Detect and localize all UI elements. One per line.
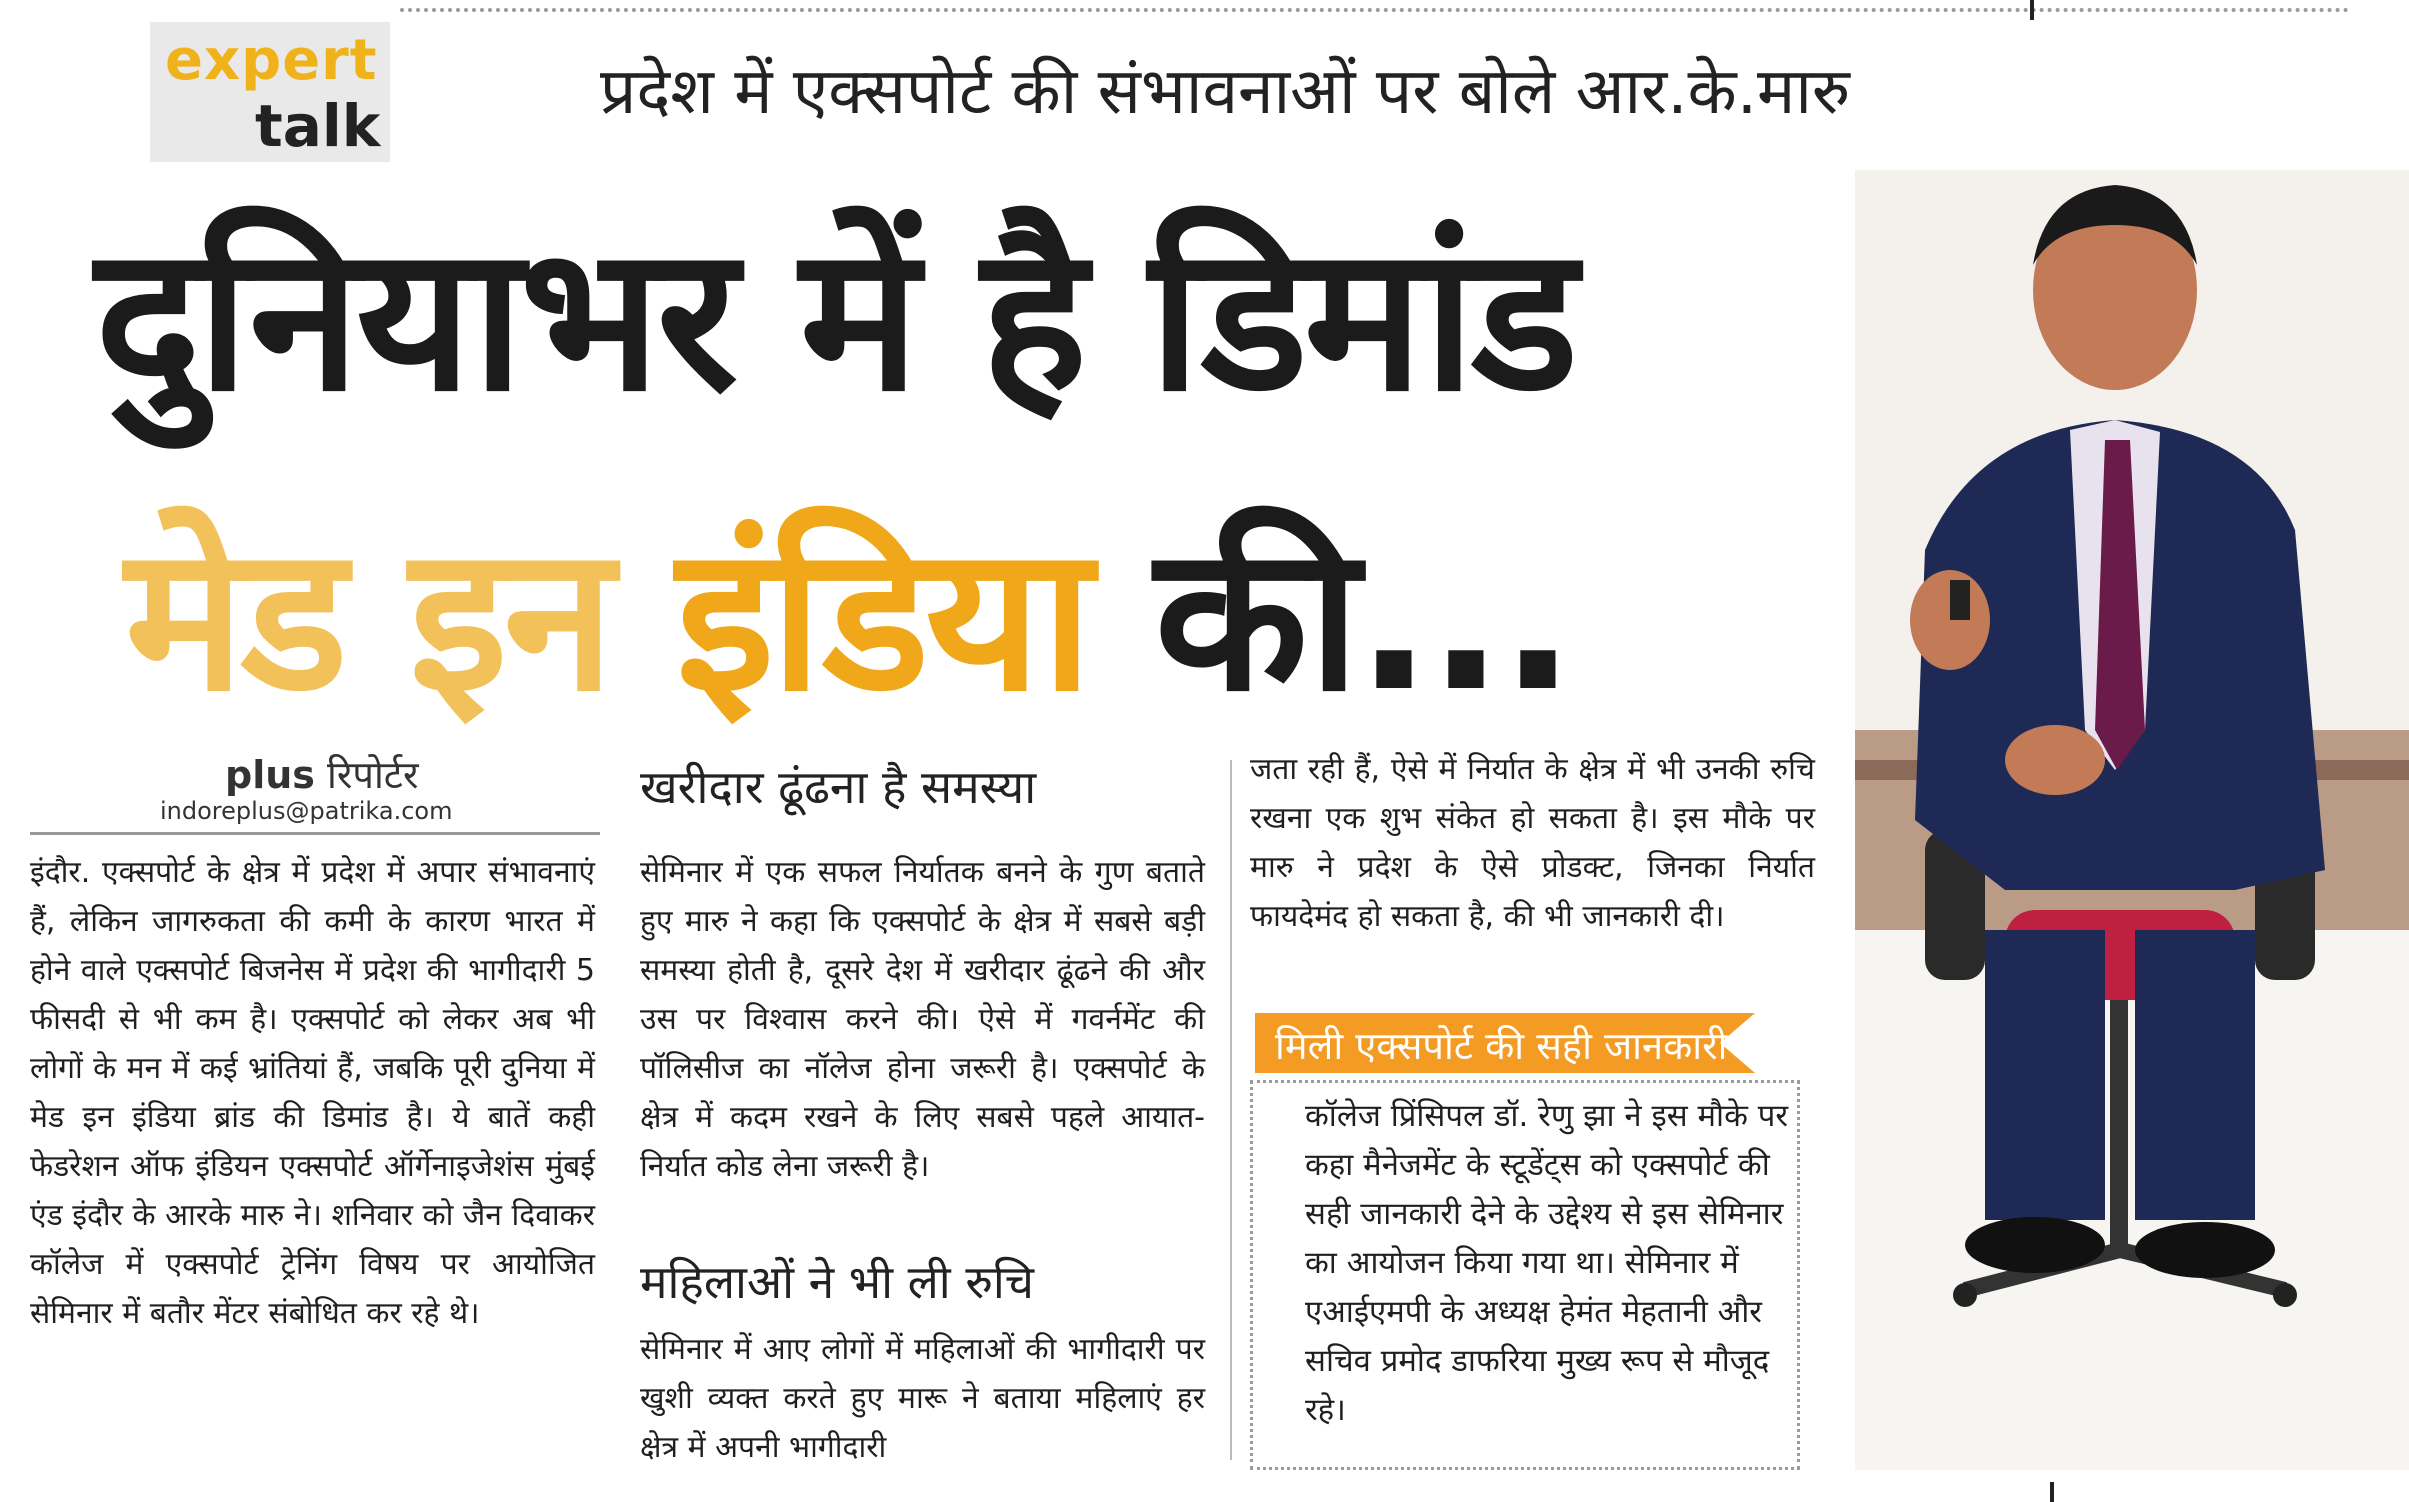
subheading-buyer-problem: खरीदार ढूंढना है समस्या: [640, 760, 1037, 814]
byline-plus: plus: [225, 753, 315, 797]
byline-divider: [30, 832, 600, 835]
badge-talk-label: talk: [255, 92, 381, 160]
byline: [225, 748, 419, 800]
col2-paragraph-2: सेमिनार में आए लोगों में महिलाओं की भागीदारी पर खुशी व्यक्त करते हुए मारू ने बताया महिलाएं हर क्षेत्र में अपनी भागीदारी: [640, 1332, 1205, 1465]
speaker-photo: [1855, 170, 2409, 1470]
byline-email: indoreplus@patrika.com: [160, 797, 453, 825]
article-column-2: [640, 848, 1205, 1191]
kicker-headline: प्रदेश में एक्सपोर्ट की संभावनाओं पर बोले आर.के.मारु: [600, 55, 1851, 129]
sidebar-banner-title: मिली एक्सपोर्ट की सही जानकारी: [1275, 1024, 1728, 1068]
badge-expert-label: expert: [165, 28, 378, 93]
crop-mark-top: [2030, 0, 2034, 20]
col2-paragraph-1: सेमिनार में एक सफल निर्यातक बनने के गुण बताते हुए मारु ने कहा कि एक्सपोर्ट के क्षेत्र में सबसे बड़ी समस्या होती है, दूसरे देश में खरीदार ढूंढने की और उस पर विश्वास करने की। ऐसे में गवर्नमेंट की पॉलिसीज का नॉलेज होना जरूरी है। एक्सपोर्ट के क्षेत्र में कदम रखने के लिए सबसे पहले आयात-निर्यात कोड लेना जरूरी है।: [640, 855, 1205, 1184]
main-headline-line2: [125, 503, 1572, 736]
article-column-3: जता रही हैं, ऐसे में निर्यात के क्षेत्र में भी उनकी रुचि रखना एक शुभ संकेत हो सकता है। इस मौके पर मारु ने प्रदेश के ऐसे प्रोडक्ट, जिनका निर्यात फायदेमंद हो सकता है, की भी जानकारी दी।: [1250, 752, 1815, 934]
subheading-women-interest: महिलाओं ने भी ली रुचि: [640, 1255, 1034, 1309]
headline-ki: की...: [1154, 503, 1572, 736]
headline-made-in: मेड इन: [125, 503, 611, 736]
sidebar-box-text: कॉलेज प्रिंसिपल डॉ. रेणु झा ने इस मौके पर कहा मैनेजमेंट के स्टूडेंट्स को एक्सपोर्ट की सही जानकारी देने के उद्देश्य से इस सेमिनार का आयोजन किया गया था। सेमिनार में एआईएमपी के अध्यक्ष हेमंत मेहतानी और सचिव प्रमोद डाफरिया मुख्य रूप से मौजूद रहे।: [1305, 1098, 1789, 1428]
crop-mark-bottom: [2050, 1482, 2054, 1502]
article-column-1: इंदौर. एक्सपोर्ट के क्षेत्र में प्रदेश में अपार संभावनाएं हैं, लेकिन जागरुकता की कमी के कारण भारत में होने वाले एक्सपोर्ट बिजनेस में प्रदेश की भागीदारी 5 फीसदी से भी कम है। एक्सपोर्ट को लेकर अब भी लोगों के मन में कई भ्रांतियां हैं, जबकि पूरी दुनिया में मेड इन इंडिया ब्रांड की डिमांड है। ये बातें कही फेडरेशन ऑफ इंडियन एक्सपोर्ट ऑर्गेनाइजेशंस मुंबई एंड इंदौर के आरके मारु ने। शनिवार को जैन दिवाकर कॉलेज में एक्सपोर्ट ट्रेनिंग विषय पर आयोजित सेमिनार में बतौर मेंटर संबोधित कर रहे थे।: [30, 855, 595, 1331]
headline-india: इंडिया: [676, 503, 1089, 736]
top-dotted-rule: [400, 8, 2350, 12]
main-headline-line1: दुनियाभर में है डिमांड: [95, 203, 1575, 436]
column-divider: [1230, 760, 1232, 1460]
byline-reporter: रिपोर्टर: [327, 753, 419, 797]
